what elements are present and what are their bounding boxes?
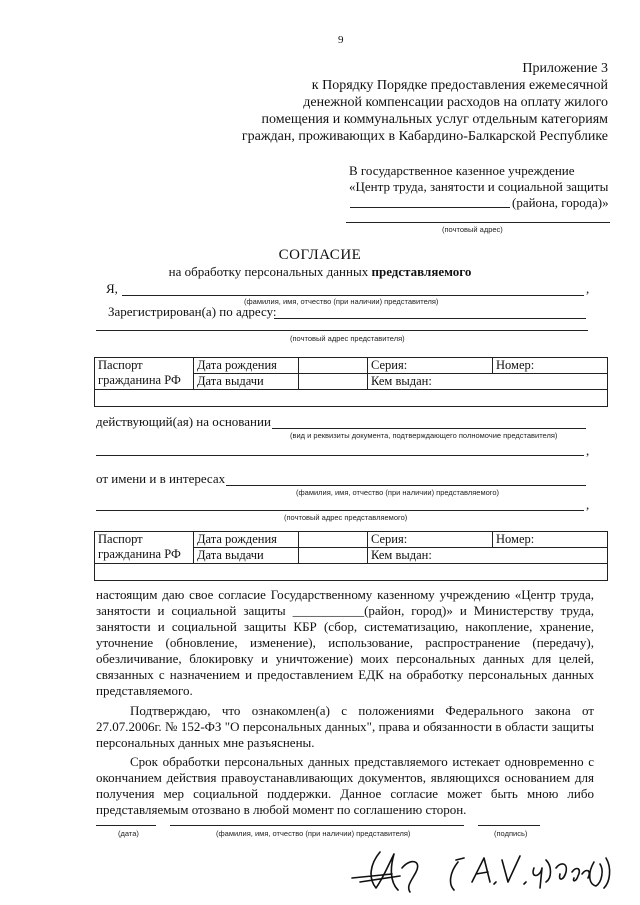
postal-address-field[interactable]	[346, 222, 610, 223]
representative-name-field[interactable]	[122, 295, 584, 296]
handwritten-signature	[330, 838, 620, 900]
issued-by-field[interactable]	[95, 390, 608, 407]
issue-date-field[interactable]	[299, 374, 368, 390]
consent-paragraph-2	[96, 703, 594, 751]
text-line: окончанием действия правоустанавливающих документов, являющихся основанием для	[96, 770, 594, 785]
number-label: Номер:	[493, 358, 608, 374]
name-hint: (фамилия, имя, отчество (при наличии) представителя)	[244, 297, 439, 306]
appendix-line: граждан, проживающих в Кабардино-Балкарской Республике	[241, 129, 608, 144]
consent-paragraph-3	[96, 754, 594, 818]
basis-document-field-2[interactable]	[96, 455, 584, 456]
basis-document-hint: (вид и реквизиты документа, подтверждающего полномочие представителя)	[290, 431, 558, 440]
passport-label-line2: гражданина РФ	[98, 373, 181, 387]
represented-address-field[interactable]	[96, 510, 584, 511]
appendix-line: помещения и коммунальных услуг отдельным категориям	[261, 112, 608, 127]
represented-name-hint: (фамилия, имя, отчество (при наличии) представляемого)	[296, 488, 500, 497]
text-line: персональных данных мне разъяснены.	[96, 735, 315, 750]
page-number: 9	[338, 34, 344, 46]
text-line: Срок обработки персональных данных представляемого истекает одновременно с	[130, 754, 594, 769]
registered-label: Зарегистрирован(а) по адресу:	[108, 304, 277, 319]
passport-label	[95, 358, 194, 390]
subtitle-prefix: на обработку персональных данных	[168, 264, 369, 279]
passport-label-line1: Паспорт	[98, 358, 143, 372]
passport-label-line1: Паспорт	[98, 532, 143, 546]
signature-hint: (подпись)	[494, 829, 528, 838]
date-hint: (дата)	[118, 829, 139, 838]
text-line: обезличивание, блокировку и уничтожение) моих персональных данных для целей,	[96, 651, 594, 666]
appendix-line: денежной компенсации расходов на оплату жилого	[303, 95, 608, 110]
text-line: настоящим даю свое согласие Государственному казенному учреждению «Центр труда,	[96, 587, 594, 602]
acting-label: действующий(ая) на основании	[96, 414, 271, 429]
issue-date-label: Дата выдачи	[194, 548, 299, 564]
appendix-header	[242, 60, 608, 145]
signature-field[interactable]	[478, 825, 540, 826]
text-line: представляемого.	[96, 683, 193, 698]
footer-name-field[interactable]	[170, 825, 464, 826]
i-label: Я,	[106, 281, 118, 296]
registered-address-field[interactable]	[274, 318, 586, 319]
postal-address-hint: (почтовый адрес)	[442, 225, 503, 234]
birth-date-field[interactable]	[299, 358, 368, 374]
passport-label	[95, 532, 194, 564]
birth-date-label: Дата рождения	[194, 532, 299, 548]
passport-table-1	[94, 357, 608, 407]
address-hint: (почтовый адрес представителя)	[290, 334, 405, 343]
document-subtitle	[0, 264, 640, 280]
series-label: Серия:	[368, 532, 493, 548]
addressee-line1: В государственное казенное учреждение	[349, 163, 575, 178]
appendix-line: Приложение 3	[522, 61, 608, 76]
text-line: 27.07.2006г. № 152-ФЗ "О персональных данных", права и обязанности в области защиты	[96, 719, 594, 734]
passport-label-line2: гражданина РФ	[98, 547, 181, 561]
issued-by-label: Кем выдан:	[368, 548, 608, 564]
footer-name-hint: (фамилия, имя, отчество (при наличии) представителя)	[216, 829, 411, 838]
basis-document-field[interactable]	[272, 428, 586, 429]
issued-by-field[interactable]	[95, 564, 608, 581]
addressee-block	[349, 163, 608, 195]
birth-date-field[interactable]	[299, 532, 368, 548]
appendix-line: к Порядку Порядке предоставления ежемесячной	[311, 78, 608, 93]
text-line: получения мер социальной поддержки. Данное согласие может быть мною либо	[96, 786, 594, 801]
issue-date-field[interactable]	[299, 548, 368, 564]
comma: ,	[586, 281, 590, 296]
issue-date-label: Дата выдачи	[194, 374, 299, 390]
comma: ,	[586, 497, 590, 512]
subtitle-bold: представляемого	[371, 264, 472, 279]
text-line: уточнение (обновление, изменение), использование, распространение (передачу),	[96, 635, 594, 650]
number-label: Номер:	[493, 532, 608, 548]
text-line: занятости и социальной защиты ___________(район, город)» и Министерству труда,	[96, 603, 594, 618]
comma: ,	[586, 443, 590, 458]
addressee-line2: «Центр труда, занятости и социальной защиты	[349, 179, 609, 194]
represented-name-field[interactable]	[226, 485, 586, 486]
consent-paragraph-1	[96, 587, 594, 699]
series-label: Серия:	[368, 358, 493, 374]
registered-address-field-2[interactable]	[96, 330, 588, 331]
document-title: СОГЛАСИЕ	[278, 247, 362, 263]
issued-by-label: Кем выдан:	[368, 374, 608, 390]
addressee-line3: (района, города)»	[512, 195, 609, 210]
birth-date-label: Дата рождения	[194, 358, 299, 374]
text-line: занятости и социальной защиты КБР (сбор, систематизацию, накопление, хранение,	[96, 619, 594, 634]
behalf-label: от имени и в интересах	[96, 471, 226, 486]
represented-address-hint: (почтовый адрес представляемого)	[284, 513, 408, 522]
district-field[interactable]	[350, 207, 510, 208]
passport-table-2	[94, 531, 608, 581]
date-field[interactable]	[96, 825, 156, 826]
text-line: Подтверждаю, что ознакомлен(а) с положениями Федерального закона от	[130, 703, 594, 718]
text-line: связанных с назначением и предоставлением ЕДК на обработку персональных данных	[96, 667, 594, 682]
text-line: представляемым отозвано в любой момент по соглашению сторон.	[96, 802, 467, 817]
